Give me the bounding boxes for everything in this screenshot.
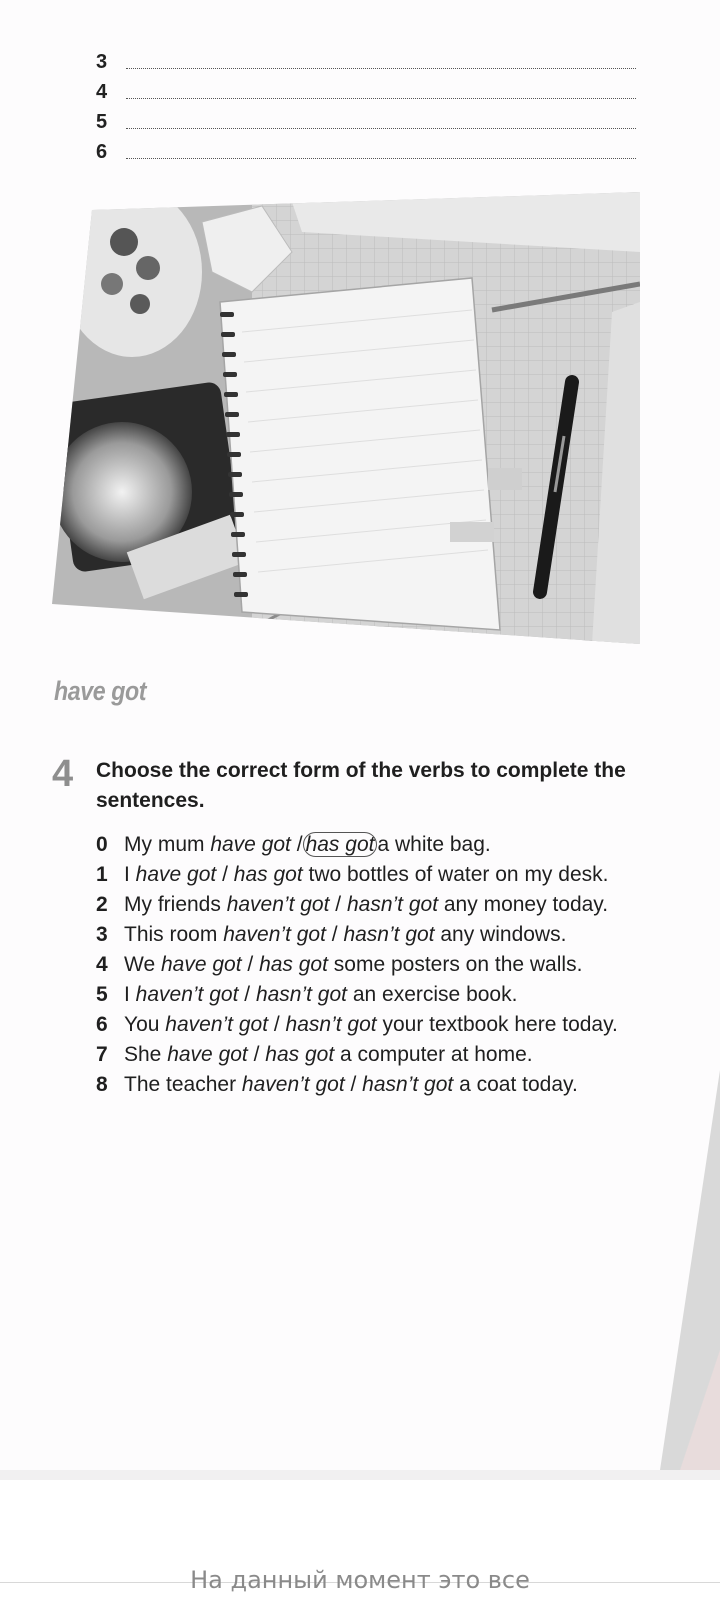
item-post: some posters on the walls. [327,953,583,976]
item-post: a white bag. [377,833,491,856]
item-number: 2 [96,893,108,916]
item-separator: / [268,1013,286,1036]
desk-photo [52,192,640,644]
item-option-2-circled[interactable]: has got [303,832,378,857]
item-text [124,1070,676,1100]
item-pre: I [124,983,136,1006]
item-option-2[interactable]: hasn’t got [343,923,435,946]
item-text [124,920,676,950]
item-option-2[interactable]: has got [265,1043,335,1066]
exercise-number: 4 [52,753,74,795]
item-text [124,1010,676,1040]
item-separator: / [241,953,260,976]
item-option-1[interactable]: haven’t got [226,893,330,916]
exercise-items [96,830,676,1100]
item-separator: / [325,923,344,946]
item-text [124,950,676,980]
list-item [96,830,676,860]
item-text [124,980,676,1010]
answer-line [96,104,636,134]
item-pre: We [124,953,161,976]
item-option-2[interactable]: hasn’t got [285,1013,377,1036]
section-heading: have got [54,676,147,706]
item-number: 4 [96,953,108,976]
item-separator: / [247,1043,266,1066]
item-post: two bottles of water on my desk. [302,863,609,886]
item-option-2[interactable]: hasn’t got [255,983,348,1006]
item-text [124,1040,676,1070]
answer-line [96,134,636,164]
item-post: any money today. [438,893,609,916]
item-option-2[interactable]: has got [233,863,303,886]
item-option-1[interactable]: haven’t got [165,1013,269,1036]
item-pre: My friends [124,893,227,916]
item-option-1[interactable]: have got [135,863,217,886]
item-post: an exercise book. [347,983,518,1006]
item-number: 8 [96,1073,108,1096]
list-item [96,890,676,920]
answer-line-dots [126,97,636,99]
item-number: 5 [96,983,108,1006]
answer-line-dots [126,157,636,159]
item-pre: You [124,1013,166,1036]
item-option-1[interactable]: have got [160,953,242,976]
answer-line-dots [126,67,636,69]
list-item [96,980,676,1010]
item-post: a coat today. [453,1073,578,1096]
list-item [96,1010,676,1040]
page-edge-icon [660,1070,720,1470]
list-item [96,1040,676,1070]
item-option-2[interactable]: has got [259,953,328,976]
item-pre: I [124,863,136,886]
list-item [96,920,676,950]
item-option-1[interactable]: haven’t got [135,983,239,1006]
item-option-1[interactable]: haven’t got [223,923,326,946]
item-number: 1 [96,863,108,886]
answer-line-number: 6 [96,141,108,163]
item-separator: / [290,833,303,856]
item-post: your textbook here today. [376,1013,618,1036]
item-separator: / [238,983,256,1006]
page-edge-shadow [660,1070,720,1470]
item-number: 0 [96,833,108,856]
page-divider [0,1470,720,1480]
answer-line [96,44,636,74]
list-item [96,950,676,980]
item-number: 7 [96,1043,108,1066]
exercise-instruction: Choose the correct form of the verbs to complete the sentences. [96,759,626,812]
answer-line-number: 5 [96,111,108,133]
list-item [96,1070,676,1100]
item-separator: / [329,893,347,916]
item-pre: My mum [124,833,211,856]
desk-photo-icon [52,192,640,644]
item-text [124,860,676,890]
item-option-2[interactable]: hasn’t got [362,1073,454,1096]
list-item [96,860,676,890]
item-pre: This room [124,923,224,946]
item-post: a computer at home. [334,1043,533,1066]
answer-line-number: 3 [96,51,108,73]
item-option-1[interactable]: have got [210,833,291,856]
answer-line-dots [126,127,636,129]
item-text [124,890,676,920]
item-number: 3 [96,923,108,946]
item-option-2[interactable]: hasn’t got [346,893,439,916]
answer-line [96,74,636,104]
item-separator: / [216,863,234,886]
item-pre: She [124,1043,168,1066]
item-pre: The teacher [124,1073,242,1096]
item-separator: / [344,1073,363,1096]
answer-line-number: 4 [96,81,108,103]
item-text [124,830,676,860]
item-option-1[interactable]: haven’t got [241,1073,345,1096]
item-number: 6 [96,1013,108,1036]
item-post: any windows. [434,923,567,946]
item-option-1[interactable]: have got [167,1043,248,1066]
end-of-content-text: На данный момент это все [190,1566,530,1594]
answer-lines [96,44,636,164]
